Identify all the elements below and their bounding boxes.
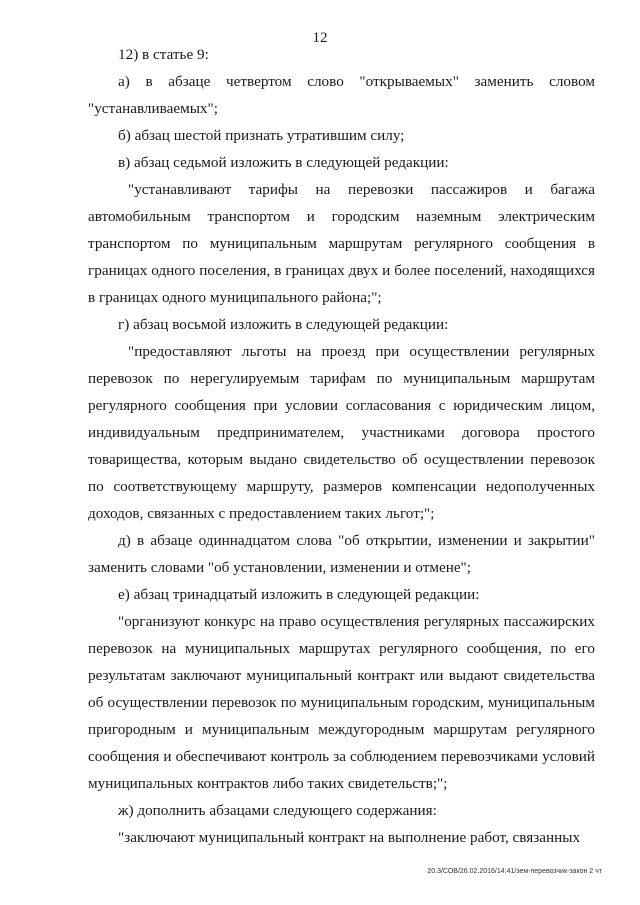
quoted-text-tender: "организуют конкурс на право осуществления регулярных пассажирских перевозок на муниципальных маршрутах регулярного сообщения, по его результатам заключают муниципальный контракт или выдают свидетельства об осуществлении перевозок по муниципальным городским, муниципальным пригородным и муниципальным междугородным маршрутам регулярного сообщения и обеспечивают контроль за соблюдением перевозчиками условий муниципальных контрактов либо таких свидетельств;"; (88, 613, 595, 792)
footer-stamp: 20.3/СОВ/26.02.2016/14:41/зем-перевозчик-закон 2 чт (427, 868, 602, 875)
paragraph-sub-g: г) абзац восьмой изложить в следующей редакции: (118, 316, 449, 333)
document-body (88, 41, 595, 851)
page-number: 12 (312, 30, 328, 46)
paragraph-sub-v: в) абзац седьмой изложить в следующей редакции: (118, 154, 449, 171)
paragraph-sub-zh: ж) дополнить абзацами следующего содержания: (118, 802, 437, 819)
paragraph-item-12: 12) в статье 9: (118, 46, 209, 63)
quoted-text-benefits: "предоставляют льготы на проезд при осуществлении регулярных перевозок по нерегулируемым тарифам по муниципальным маршрутам регулярного сообщения при условии согласования с юридическим лицом, индивидуальным предпринимателем, участниками договора простого товарищества, которым выдано свидетельство об осуществлении перевозок по соответствующему маршруту, размеров компенсации недополученных доходов, связанных с предоставлением таких льгот;"; (88, 343, 595, 522)
paragraph-sub-b: б) абзац шестой признать утратившим силу; (118, 127, 405, 144)
quoted-text-contract: "заключают муниципальный контракт на выполнение работ, связанных (118, 829, 581, 846)
paragraph-sub-a: а) в абзаце четвертом слово "открываемых" заменить словом "устанавливаемых"; (88, 73, 595, 117)
quoted-text-tariffs: "устанавливают тарифы на перевозки пассажиров и багажа автомобильным транспортом и городским наземным электрическим транспортом по муниципальным маршрутам регулярного сообщения в границах одного поселения, в границах двух и более поселений, находящихся в границах одного муниципального района;"; (88, 181, 595, 306)
paragraph-sub-d: д) в абзаце одиннадцатом слова "об открытии, изменении и закрытии" заменить словами "об установлении, изменении и отмене"; (88, 532, 595, 576)
paragraph-sub-e: е) абзац тринадцатый изложить в следующей редакции: (118, 586, 480, 603)
